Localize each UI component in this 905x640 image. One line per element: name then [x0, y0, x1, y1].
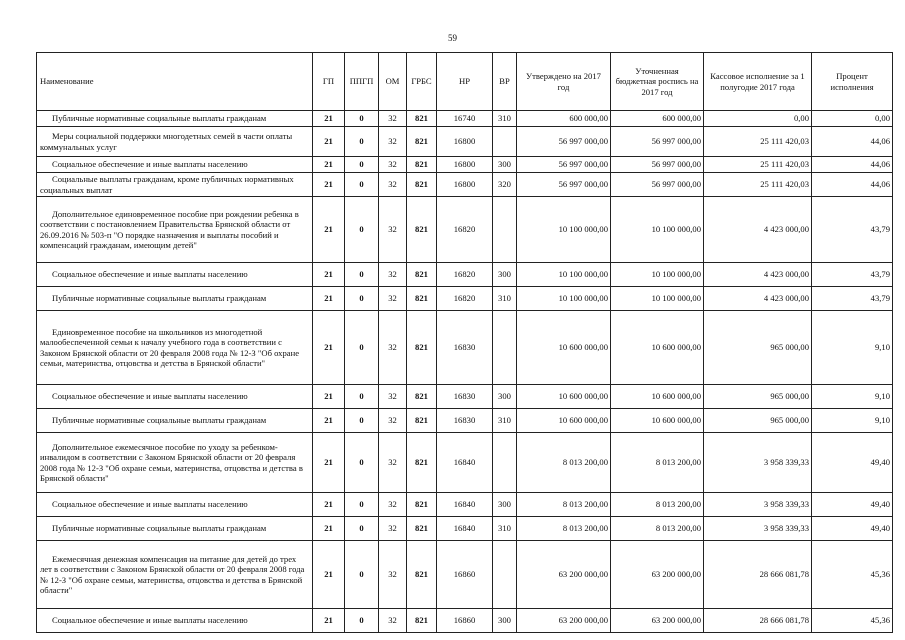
cell-np: 16800	[437, 173, 493, 197]
cell-ppgp: 0	[345, 263, 379, 287]
cell-vr: 320	[493, 173, 517, 197]
table-row	[37, 311, 893, 385]
cell-om: 32	[379, 433, 407, 493]
cell-refined: 63 200 000,00	[611, 609, 704, 633]
cell-name: Дополнительное ежемесячное пособие по уходу за ребенком-инвалидом в соответствии с Законом Брянской области от 20 февраля 2008 года № 12-З "Об охране семьи, материнства, отцовства и детства в Брянской области"	[37, 433, 313, 493]
cell-vr	[493, 197, 517, 263]
cell-refined: 10 600 000,00	[611, 409, 704, 433]
cell-vr: 300	[493, 493, 517, 517]
cell-om: 32	[379, 311, 407, 385]
cell-np: 16840	[437, 517, 493, 541]
cell-gp: 21	[313, 433, 345, 493]
cell-np: 16860	[437, 541, 493, 609]
cell-approved: 56 997 000,00	[517, 127, 611, 157]
cell-gp: 21	[313, 127, 345, 157]
cell-np: 16820	[437, 197, 493, 263]
cell-om: 32	[379, 287, 407, 311]
cell-cash: 965 000,00	[704, 385, 812, 409]
table-row	[37, 157, 893, 173]
col-header-vr: ВР	[493, 53, 517, 111]
cell-gp: 21	[313, 111, 345, 127]
cell-refined: 10 100 000,00	[611, 197, 704, 263]
cell-refined: 56 997 000,00	[611, 173, 704, 197]
cell-vr: 310	[493, 287, 517, 311]
cell-percent: 43,79	[812, 197, 893, 263]
cell-grbs: 821	[407, 311, 437, 385]
cell-refined: 8 013 200,00	[611, 517, 704, 541]
cell-percent: 44,06	[812, 157, 893, 173]
cell-name: Социальное обеспечение и иные выплаты населению	[37, 609, 313, 633]
table-row	[37, 263, 893, 287]
cell-approved: 8 013 200,00	[517, 493, 611, 517]
cell-grbs: 821	[407, 541, 437, 609]
cell-np: 16840	[437, 433, 493, 493]
cell-approved: 56 997 000,00	[517, 173, 611, 197]
cell-approved: 63 200 000,00	[517, 609, 611, 633]
cell-grbs: 821	[407, 287, 437, 311]
cell-cash: 3 958 339,33	[704, 493, 812, 517]
cell-name: Меры социальной поддержки многодетных семей в части оплаты коммунальных услуг	[37, 127, 313, 157]
col-header-gp: ГП	[313, 53, 345, 111]
cell-approved: 10 600 000,00	[517, 311, 611, 385]
cell-name: Публичные нормативные социальные выплаты гражданам	[37, 517, 313, 541]
cell-percent: 45,36	[812, 541, 893, 609]
cell-om: 32	[379, 173, 407, 197]
cell-vr	[493, 433, 517, 493]
cell-name: Дополнительное единовременное пособие при рождении ребенка в соответствии с постановлением Правительства Брянской области от 26.09.2016 № 503-п "О порядке назначения и выплаты пособий и компенсаций гражданам, имеющим детей"	[37, 197, 313, 263]
table-row	[37, 541, 893, 609]
cell-grbs: 821	[407, 173, 437, 197]
cell-np: 16820	[437, 263, 493, 287]
cell-om: 32	[379, 157, 407, 173]
table-row	[37, 609, 893, 633]
cell-percent: 43,79	[812, 287, 893, 311]
cell-percent: 49,40	[812, 493, 893, 517]
cell-name: Социальное обеспечение и иные выплаты населению	[37, 157, 313, 173]
cell-approved: 10 600 000,00	[517, 409, 611, 433]
cell-om: 32	[379, 111, 407, 127]
cell-np: 16740	[437, 111, 493, 127]
cell-om: 32	[379, 517, 407, 541]
cell-cash: 4 423 000,00	[704, 197, 812, 263]
table-row	[37, 385, 893, 409]
cell-percent: 45,36	[812, 609, 893, 633]
cell-grbs: 821	[407, 127, 437, 157]
cell-grbs: 821	[407, 609, 437, 633]
cell-refined: 10 100 000,00	[611, 263, 704, 287]
col-header-refined: Уточненная бюджетная роспись на 2017 год	[611, 53, 704, 111]
col-header-cash: Кассовое исполнение за 1 полугодие 2017 года	[704, 53, 812, 111]
cell-refined: 600 000,00	[611, 111, 704, 127]
cell-cash: 25 111 420,03	[704, 157, 812, 173]
cell-gp: 21	[313, 385, 345, 409]
cell-refined: 63 200 000,00	[611, 541, 704, 609]
cell-gp: 21	[313, 197, 345, 263]
cell-vr	[493, 311, 517, 385]
cell-om: 32	[379, 609, 407, 633]
col-header-om: ОМ	[379, 53, 407, 111]
table-row	[37, 409, 893, 433]
cell-name: Публичные нормативные социальные выплаты гражданам	[37, 409, 313, 433]
cell-vr: 300	[493, 157, 517, 173]
cell-om: 32	[379, 197, 407, 263]
cell-cash: 4 423 000,00	[704, 287, 812, 311]
cell-gp: 21	[313, 517, 345, 541]
cell-approved: 56 997 000,00	[517, 157, 611, 173]
cell-ppgp: 0	[345, 409, 379, 433]
cell-grbs: 821	[407, 433, 437, 493]
cell-ppgp: 0	[345, 127, 379, 157]
cell-grbs: 821	[407, 157, 437, 173]
cell-refined: 10 600 000,00	[611, 311, 704, 385]
col-header-ppgp: ППГП	[345, 53, 379, 111]
cell-grbs: 821	[407, 493, 437, 517]
cell-vr: 300	[493, 609, 517, 633]
cell-percent: 9,10	[812, 409, 893, 433]
cell-gp: 21	[313, 409, 345, 433]
cell-name: Публичные нормативные социальные выплаты гражданам	[37, 111, 313, 127]
budget-execution-table	[36, 52, 893, 633]
cell-grbs: 821	[407, 111, 437, 127]
cell-np: 16860	[437, 609, 493, 633]
cell-np: 16800	[437, 127, 493, 157]
cell-percent: 44,06	[812, 127, 893, 157]
table-row	[37, 111, 893, 127]
table-row	[37, 197, 893, 263]
cell-ppgp: 0	[345, 609, 379, 633]
cell-om: 32	[379, 409, 407, 433]
col-header-grbs: ГРБС	[407, 53, 437, 111]
cell-refined: 10 100 000,00	[611, 287, 704, 311]
cell-approved: 10 100 000,00	[517, 287, 611, 311]
cell-refined: 56 997 000,00	[611, 127, 704, 157]
col-header-percent: Процент исполнения	[812, 53, 893, 111]
cell-percent: 44,06	[812, 173, 893, 197]
cell-om: 32	[379, 263, 407, 287]
cell-cash: 4 423 000,00	[704, 263, 812, 287]
cell-np: 16830	[437, 409, 493, 433]
cell-cash: 28 666 081,78	[704, 541, 812, 609]
cell-ppgp: 0	[345, 111, 379, 127]
cell-vr: 300	[493, 263, 517, 287]
cell-grbs: 821	[407, 517, 437, 541]
cell-approved: 63 200 000,00	[517, 541, 611, 609]
cell-np: 16840	[437, 493, 493, 517]
cell-np: 16830	[437, 311, 493, 385]
cell-ppgp: 0	[345, 311, 379, 385]
table-row	[37, 173, 893, 197]
cell-approved: 600 000,00	[517, 111, 611, 127]
cell-cash: 965 000,00	[704, 311, 812, 385]
cell-name: Публичные нормативные социальные выплаты гражданам	[37, 287, 313, 311]
cell-vr: 310	[493, 111, 517, 127]
cell-name: Социальные выплаты гражданам, кроме публичных нормативных социальных выплат	[37, 173, 313, 197]
cell-grbs: 821	[407, 409, 437, 433]
cell-name: Социальное обеспечение и иные выплаты населению	[37, 493, 313, 517]
cell-om: 32	[379, 385, 407, 409]
cell-percent: 49,40	[812, 517, 893, 541]
cell-cash: 28 666 081,78	[704, 609, 812, 633]
cell-cash: 25 111 420,03	[704, 127, 812, 157]
cell-ppgp: 0	[345, 433, 379, 493]
cell-approved: 10 100 000,00	[517, 263, 611, 287]
table-body	[37, 111, 893, 633]
cell-cash: 0,00	[704, 111, 812, 127]
col-header-name: Наименование	[37, 53, 313, 111]
cell-name: Ежемесячная денежная компенсация на питание для детей до трех лет в соответствии с Законом Брянской области от 20 февраля 2008 года № 12-З "Об охране семьи, материнства, отцовства и детства в Брянской области"	[37, 541, 313, 609]
cell-gp: 21	[313, 541, 345, 609]
cell-name: Социальное обеспечение и иные выплаты населению	[37, 385, 313, 409]
cell-approved: 8 013 200,00	[517, 433, 611, 493]
table-header-row	[37, 53, 893, 111]
table-row	[37, 433, 893, 493]
cell-gp: 21	[313, 157, 345, 173]
cell-percent: 9,10	[812, 311, 893, 385]
cell-grbs: 821	[407, 263, 437, 287]
cell-ppgp: 0	[345, 385, 379, 409]
cell-vr: 310	[493, 409, 517, 433]
cell-vr: 310	[493, 517, 517, 541]
cell-cash: 965 000,00	[704, 409, 812, 433]
cell-vr	[493, 127, 517, 157]
cell-refined: 8 013 200,00	[611, 433, 704, 493]
cell-np: 16830	[437, 385, 493, 409]
cell-approved: 10 100 000,00	[517, 197, 611, 263]
cell-vr	[493, 541, 517, 609]
cell-ppgp: 0	[345, 493, 379, 517]
cell-cash: 3 958 339,33	[704, 517, 812, 541]
page-number: 59	[448, 33, 457, 43]
cell-name: Единовременное пособие на школьников из многодетной малообеспеченной семьи к началу учебного года в соответствии с Законом Брянской области от 20 февраля 2008 года № 12-З "Об охране семьи, материнства, отцовства и детства в Брянской области"	[37, 311, 313, 385]
table-row	[37, 127, 893, 157]
cell-ppgp: 0	[345, 517, 379, 541]
cell-np: 16800	[437, 157, 493, 173]
cell-ppgp: 0	[345, 173, 379, 197]
cell-gp: 21	[313, 311, 345, 385]
cell-refined: 10 600 000,00	[611, 385, 704, 409]
cell-refined: 56 997 000,00	[611, 157, 704, 173]
table-row	[37, 287, 893, 311]
col-header-np: НР	[437, 53, 493, 111]
cell-ppgp: 0	[345, 197, 379, 263]
cell-om: 32	[379, 541, 407, 609]
cell-cash: 3 958 339,33	[704, 433, 812, 493]
cell-cash: 25 111 420,03	[704, 173, 812, 197]
cell-gp: 21	[313, 173, 345, 197]
cell-np: 16820	[437, 287, 493, 311]
cell-name: Социальное обеспечение и иные выплаты населению	[37, 263, 313, 287]
cell-percent: 49,40	[812, 433, 893, 493]
cell-vr: 300	[493, 385, 517, 409]
cell-percent: 9,10	[812, 385, 893, 409]
cell-ppgp: 0	[345, 287, 379, 311]
cell-grbs: 821	[407, 197, 437, 263]
cell-approved: 8 013 200,00	[517, 517, 611, 541]
cell-approved: 10 600 000,00	[517, 385, 611, 409]
table-row	[37, 493, 893, 517]
col-header-approved: Утверждено на 2017 год	[517, 53, 611, 111]
cell-gp: 21	[313, 287, 345, 311]
table-row	[37, 517, 893, 541]
cell-percent: 43,79	[812, 263, 893, 287]
cell-ppgp: 0	[345, 541, 379, 609]
cell-om: 32	[379, 493, 407, 517]
cell-percent: 0,00	[812, 111, 893, 127]
cell-ppgp: 0	[345, 157, 379, 173]
cell-om: 32	[379, 127, 407, 157]
cell-refined: 8 013 200,00	[611, 493, 704, 517]
cell-gp: 21	[313, 493, 345, 517]
cell-gp: 21	[313, 263, 345, 287]
cell-gp: 21	[313, 609, 345, 633]
cell-grbs: 821	[407, 385, 437, 409]
